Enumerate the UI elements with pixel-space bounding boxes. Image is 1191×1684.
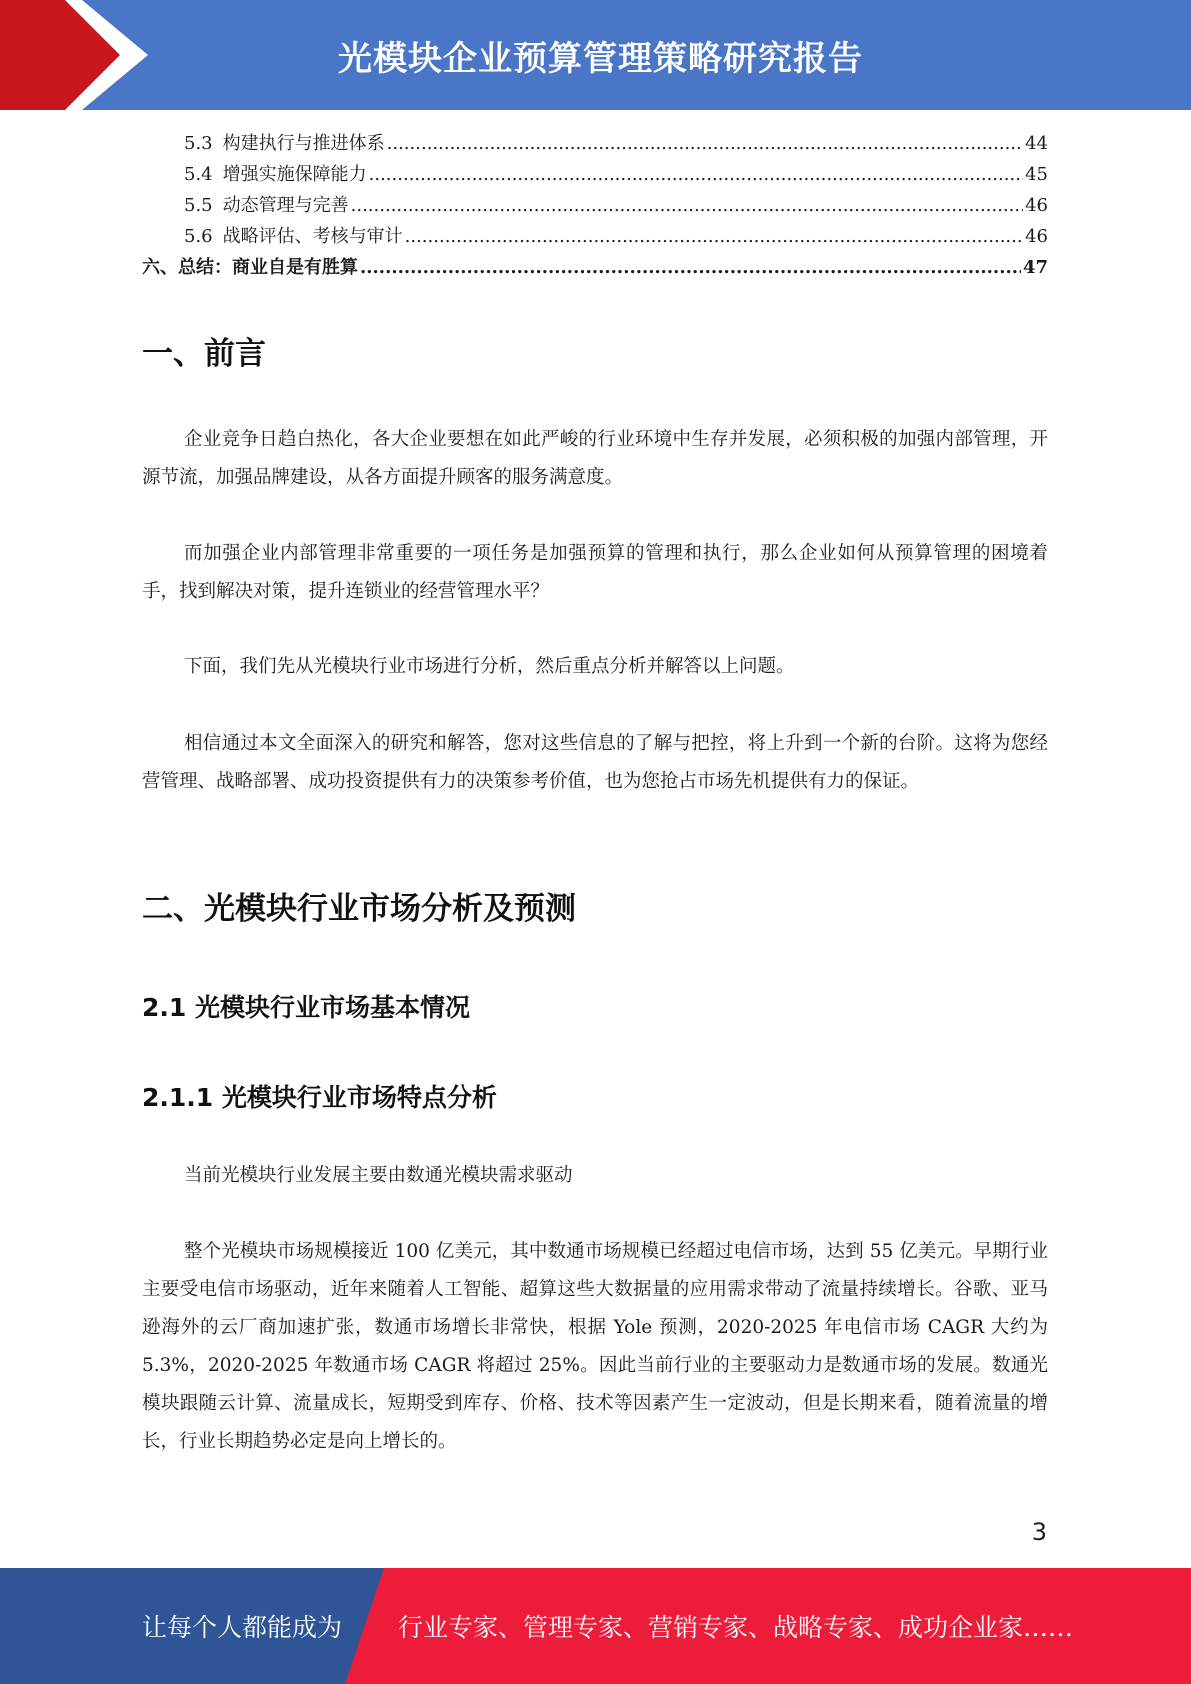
page-number: 3	[1031, 1518, 1047, 1546]
toc-item[interactable]	[142, 221, 1048, 252]
toc-item-number: 5.3	[184, 133, 213, 154]
table-of-contents	[142, 128, 1048, 283]
toc-leader-dots	[351, 190, 1023, 221]
toc-item-label: 构建执行与推进体系	[222, 133, 385, 154]
section-title-market: 二、光模块行业市场分析及预测	[142, 891, 576, 927]
toc-item-label: 增强实施保障能力	[222, 164, 367, 185]
toc-leader-dots	[405, 221, 1023, 252]
paragraph: 企业竞争日趋白热化，各大企业要想在如此严峻的行业环境中生存并发展，必须积极的加强内部管理，开源节流，加强品牌建设，从各方面提升顾客的服务满意度。	[142, 429, 1048, 488]
toc-item-page: 46	[1025, 195, 1048, 216]
toc-item-number: 5.6	[184, 226, 213, 247]
header-chevron-icon	[0, 0, 160, 110]
toc-item[interactable]	[142, 128, 1048, 159]
toc-item-label: 战略评估、考核与审计	[222, 226, 403, 247]
page-footer	[0, 1568, 1191, 1684]
toc-item[interactable]	[142, 159, 1048, 190]
toc-item-page: 45	[1025, 164, 1048, 185]
toc-item-label: 六、总结：商业自是有胜算	[142, 257, 358, 278]
toc-item-label: 动态管理与完善	[222, 195, 349, 216]
paragraph: 相信通过本文全面深入的研究和解答，您对这些信息的了解与把控，将上升到一个新的台阶。这将为您经营管理、战略部署、成功投资提供有力的决策参考价值，也为您抢占市场先机提供有力的保证。	[142, 733, 1048, 792]
toc-leader-dots	[369, 159, 1023, 190]
page-header	[0, 0, 1191, 110]
paragraph: 而加强企业内部管理非常重要的一项任务是加强预算的管理和执行，那么企业如何从预算管理的困境着手，找到解决对策，提升连锁业的经营管理水平？	[142, 543, 1048, 602]
section-title-intro: 一、前言	[142, 336, 266, 372]
toc-leader-dots	[360, 252, 1021, 283]
toc-item-page: 46	[1025, 226, 1048, 247]
paragraph: 当前光模块行业发展主要由数通光模块需求驱动	[184, 1165, 573, 1186]
header-title: 光模块企业预算管理策略研究报告	[338, 38, 863, 79]
footer-slogan-left: 让每个人都能成为	[142, 1613, 343, 1642]
footer-slogan-right: 行业专家、管理专家、营销专家、战略专家、成功企业家……	[398, 1613, 1074, 1642]
toc-leader-dots	[387, 128, 1023, 159]
subsection-title: 2.1.1 光模块行业市场特点分析	[142, 1083, 497, 1112]
paragraph: 整个光模块市场规模接近 100 亿美元，其中数通市场规模已经超过电信市场，达到 55 亿美元。早期行业主要受电信市场驱动，近年来随着人工智能、超算这些大数据量的应用需求带动了流量持续增长。谷歌、亚马逊海外的云厂商加速扩张，数通市场增长非常快，根据 Yole 预测，2020-2025 年电信市场 CAGR 大约为 5.3%，2020-2025 年数通市场 CAGR 将超过 25%。因此当前行业的主要驱动力是数通市场的发展。数通光模块跟随云计算、流量成长，短期受到库存、价格、技术等因素产生一定波动，但是长期来看，随着流量的增长，行业长期趋势必定是向上增长的。	[142, 1241, 1048, 1452]
toc-item-page: 47	[1022, 257, 1048, 278]
toc-item[interactable]	[142, 252, 1048, 283]
toc-item[interactable]	[142, 190, 1048, 221]
subsection-title: 2.1 光模块行业市场基本情况	[142, 993, 470, 1022]
paragraph: 下面，我们先从光模块行业市场进行分析，然后重点分析并解答以上问题。	[184, 656, 795, 677]
toc-item-page: 44	[1025, 133, 1048, 154]
toc-item-number: 5.4	[184, 164, 213, 185]
toc-item-number: 5.5	[184, 195, 213, 216]
